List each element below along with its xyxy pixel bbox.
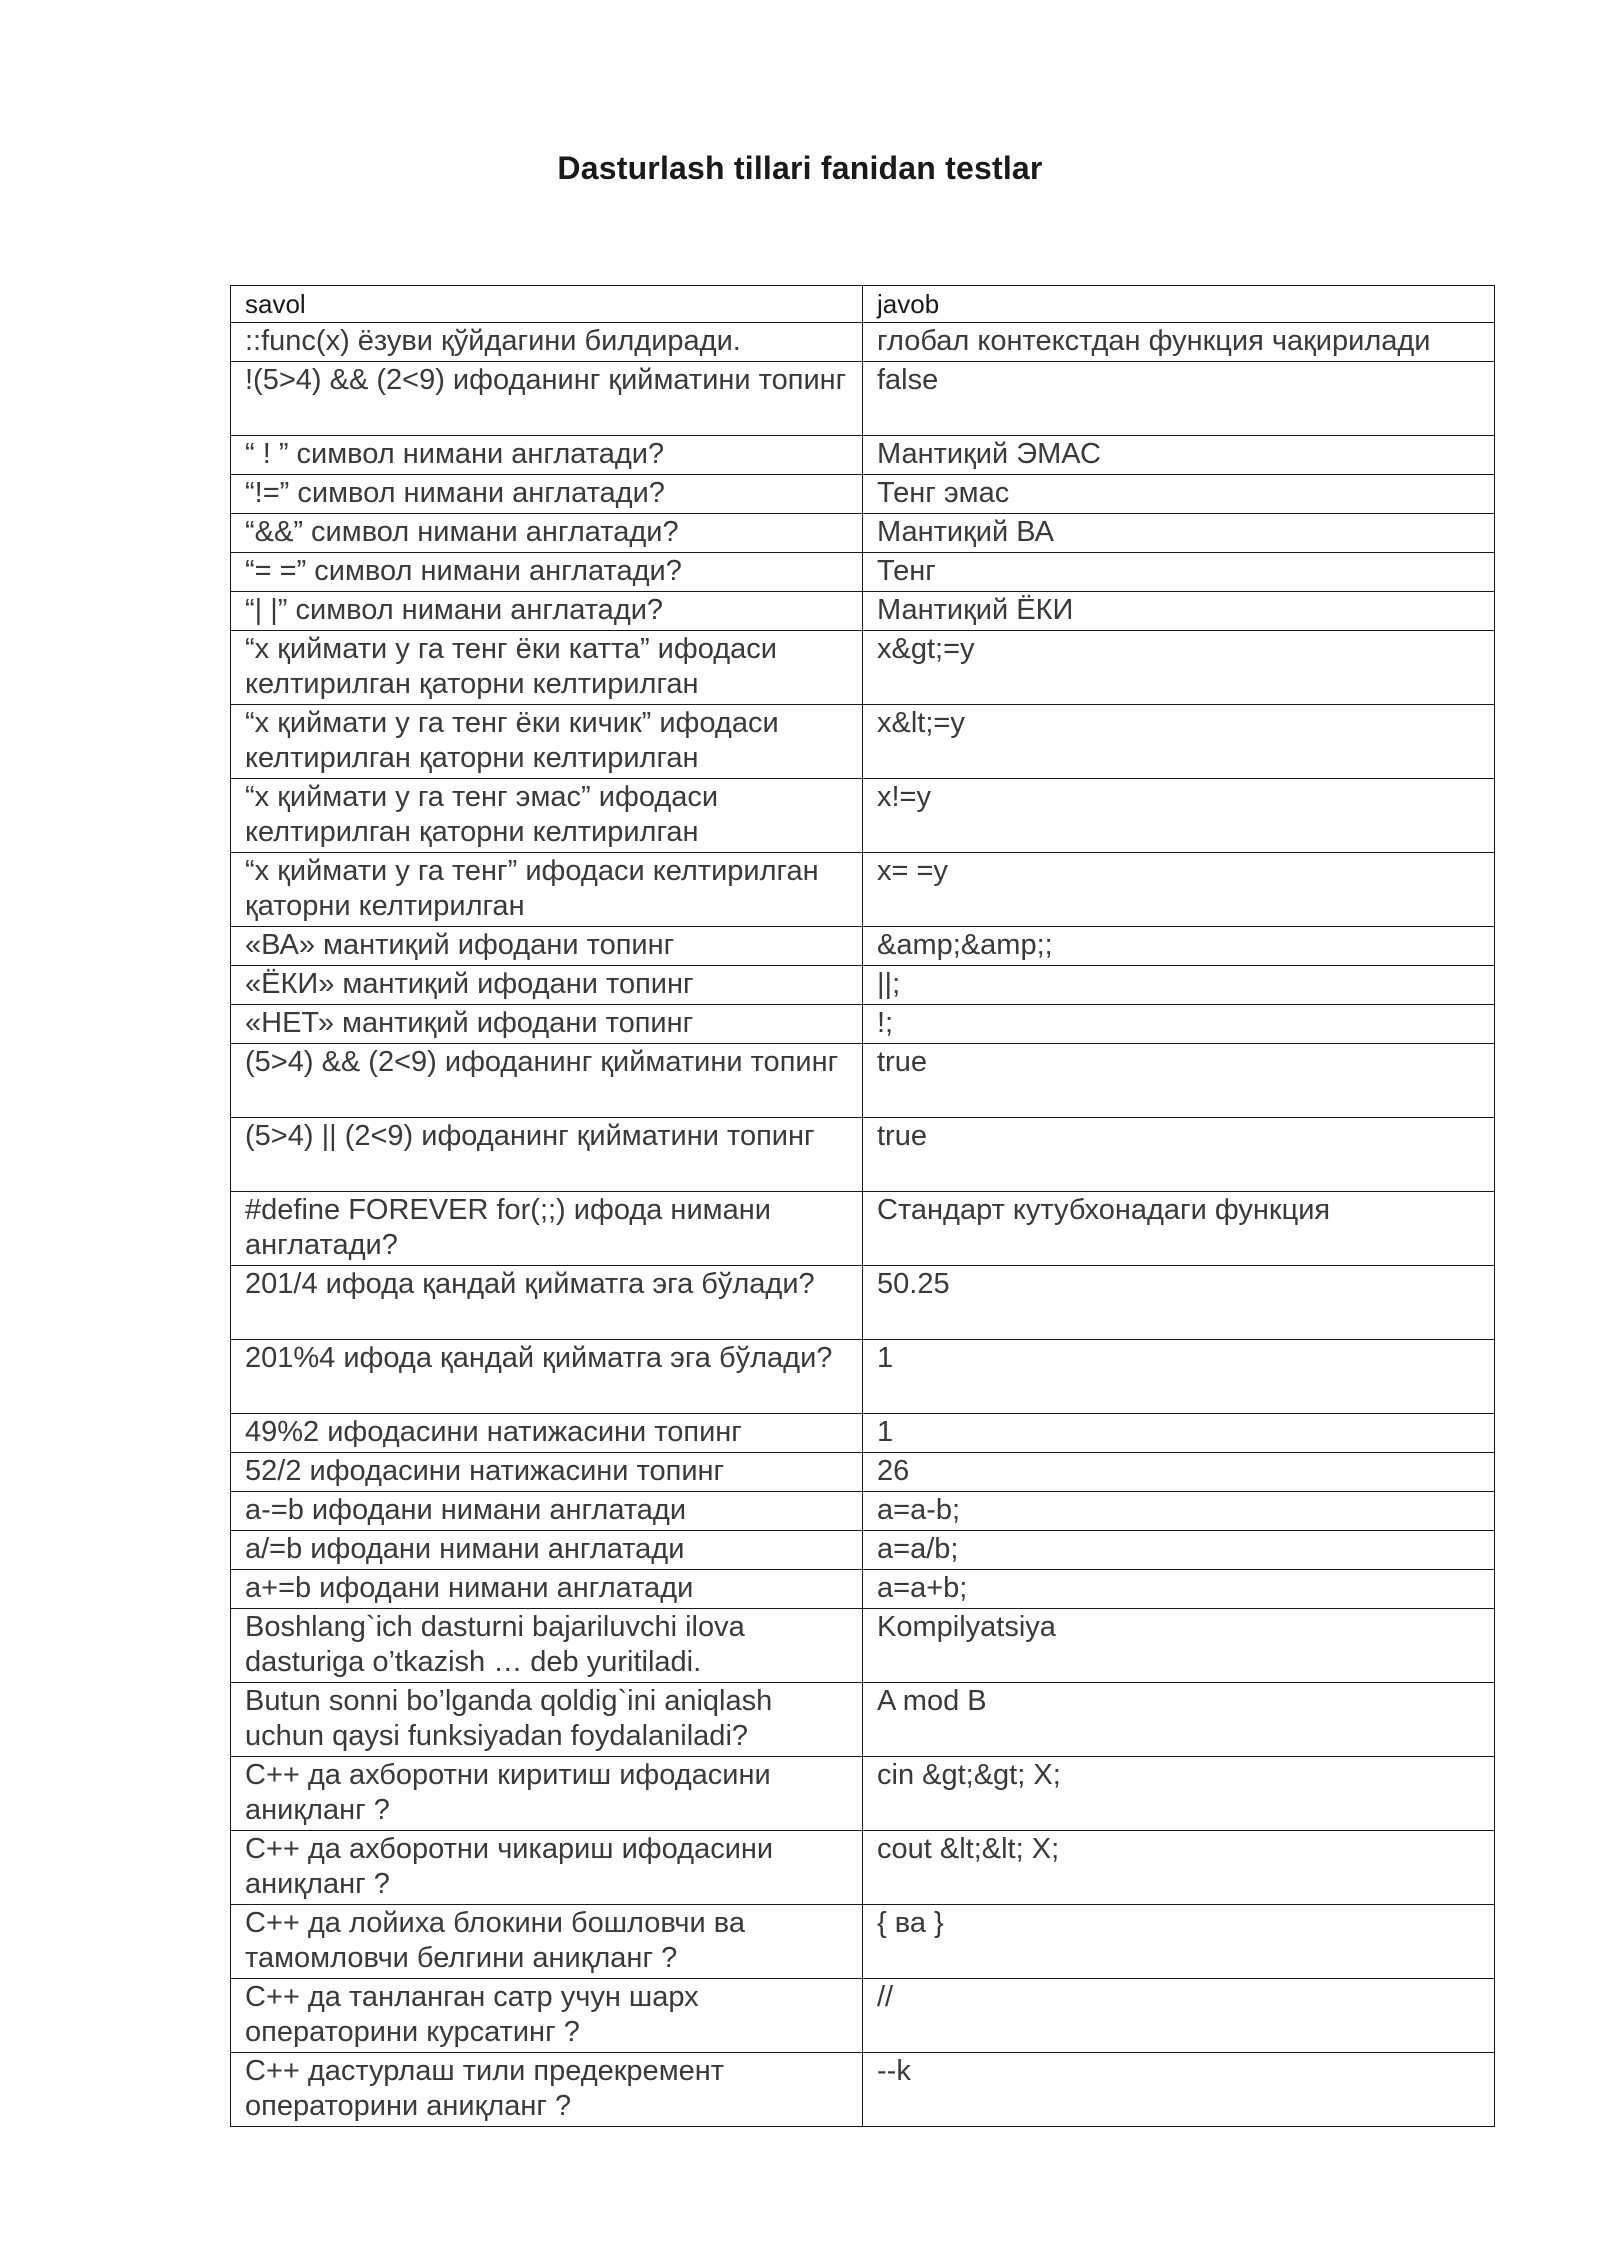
answer-cell: x&gt;=y <box>863 631 1495 705</box>
table-row <box>231 705 1495 779</box>
question-cell: ::func(x) ёзуви қўйдагини билдиради. <box>231 323 863 362</box>
question-cell: Boshlang`ich dasturni bajariluvchi ilova dasturiga o’tkazish … deb yuritiladi. <box>231 1609 863 1683</box>
answer-cell: A mod B <box>863 1683 1495 1757</box>
question-cell: C++ да ахборотни киритиш ифодасини аниқланг ? <box>231 1757 863 1831</box>
table-row <box>231 1757 1495 1831</box>
table-row <box>231 779 1495 853</box>
page-title: Dasturlash tillari fanidan testlar <box>557 150 1043 186</box>
question-cell: «НЕТ» мантиқий ифодани топинг <box>231 1005 863 1044</box>
question-cell: “&&” символ нимани англатади? <box>231 514 863 553</box>
question-cell: !(5>4) && (2<9) ифоданинг қийматини топинг <box>231 362 863 436</box>
answer-cell: 26 <box>863 1453 1495 1492</box>
question-cell: 201/4 ифода қандай қийматга эга бўлади? <box>231 1266 863 1340</box>
question-cell: “x қиймати y га тенг ёки катта” ифодаси келтирилган қаторни келтирилган <box>231 631 863 705</box>
question-cell: “x қиймати y га тенг” ифодаси келтирилган қаторни келтирилган <box>231 853 863 927</box>
answer-cell: Мантиқий ЭМАС <box>863 436 1495 475</box>
question-cell: “!=” символ нимани англатади? <box>231 475 863 514</box>
question-cell: “ ! ” символ нимани англатади? <box>231 436 863 475</box>
question-cell: “x қиймати y га тенг ёки кичик” ифодаси келтирилган қаторни келтирилган <box>231 705 863 779</box>
table-row <box>231 853 1495 927</box>
question-cell: “x қиймати y га тенг эмас” ифодаси келтирилган қаторни келтирилган <box>231 779 863 853</box>
question-cell: Butun sonni bo’lganda qoldig`ini aniqlash uchun qaysi funksiyadan foydalaniladi? <box>231 1683 863 1757</box>
table-row <box>231 1453 1495 1492</box>
answer-cell: a=a-b; <box>863 1492 1495 1531</box>
question-cell: (5>4) && (2<9) ифоданинг қийматини топинг <box>231 1044 863 1118</box>
question-cell: a-=b ифодани нимани англатади <box>231 1492 863 1531</box>
table-row <box>231 323 1495 362</box>
question-cell: 201%4 ифода қандай қийматга эга бўлади? <box>231 1340 863 1414</box>
table-row <box>231 1570 1495 1609</box>
answer-cell: a=a/b; <box>863 1531 1495 1570</box>
question-cell: “| |” символ нимани англатади? <box>231 592 863 631</box>
question-cell: C++ да ахборотни чикариш ифодасини аниқланг ? <box>231 1831 863 1905</box>
answer-cell: Тенг <box>863 553 1495 592</box>
answer-cell: cin &gt;&gt; X; <box>863 1757 1495 1831</box>
table-row <box>231 1340 1495 1414</box>
answer-cell: cout &lt;&lt; X; <box>863 1831 1495 1905</box>
answer-cell: false <box>863 362 1495 436</box>
question-cell: 49%2 ифодасини натижасини топинг <box>231 1414 863 1453</box>
question-cell: «ЁКИ» мантиқий ифодани топинг <box>231 966 863 1005</box>
answer-cell: 1 <box>863 1340 1495 1414</box>
table-row <box>231 966 1495 1005</box>
table-row <box>231 1044 1495 1118</box>
table-row <box>231 1192 1495 1266</box>
answer-cell: // <box>863 1979 1495 2053</box>
answer-cell: !; <box>863 1005 1495 1044</box>
answer-cell: 50.25 <box>863 1266 1495 1340</box>
answer-cell: true <box>863 1118 1495 1192</box>
table-row <box>231 362 1495 436</box>
table-row <box>231 553 1495 592</box>
table-row <box>231 1414 1495 1453</box>
answer-cell: 1 <box>863 1414 1495 1453</box>
answer-cell: x!=y <box>863 779 1495 853</box>
table-row <box>231 1531 1495 1570</box>
answer-cell: true <box>863 1044 1495 1118</box>
table-row <box>231 1492 1495 1531</box>
answer-cell: ||; <box>863 966 1495 1005</box>
answer-cell: Мантиқий ЁКИ <box>863 592 1495 631</box>
answer-cell: Тенг эмас <box>863 475 1495 514</box>
header-cell-savol: savol <box>231 286 863 323</box>
answer-cell: a=a+b; <box>863 1570 1495 1609</box>
question-cell: (5>4) || (2<9) ифоданинг қийматини топинг <box>231 1118 863 1192</box>
answer-cell: x= =y <box>863 853 1495 927</box>
answer-cell: { ва } <box>863 1905 1495 1979</box>
qa-table <box>230 285 1495 2127</box>
table-row <box>231 631 1495 705</box>
answer-cell: &amp;&amp;; <box>863 927 1495 966</box>
question-cell: #define FOREVER for(;;) ифода нимани англатади? <box>231 1192 863 1266</box>
table-row <box>231 475 1495 514</box>
question-cell: a+=b ифодани нимани англатади <box>231 1570 863 1609</box>
question-cell: 52/2 ифодасини натижасини топинг <box>231 1453 863 1492</box>
table-row <box>231 1905 1495 1979</box>
table-header-row <box>231 286 1495 323</box>
question-cell: “= =” символ нимани англатади? <box>231 553 863 592</box>
question-cell: C++ да танланган сатр учун шарх операторини курсатинг ? <box>231 1979 863 2053</box>
table-row <box>231 2053 1495 2127</box>
table-row <box>231 927 1495 966</box>
answer-cell: Стандарт кутубхонадаги функция <box>863 1192 1495 1266</box>
header-cell-javob: javob <box>863 286 1495 323</box>
answer-cell: Мантиқий ВА <box>863 514 1495 553</box>
question-cell: a/=b ифодани нимани англатади <box>231 1531 863 1570</box>
table-row <box>231 436 1495 475</box>
question-cell: C++ да лойиха блокини бошловчи ва тамомловчи белгини аниқланг ? <box>231 1905 863 1979</box>
question-cell: C++ дастурлаш тили предекремент операторини аниқланг ? <box>231 2053 863 2127</box>
qa-table-body <box>231 286 1495 2127</box>
table-row <box>231 1118 1495 1192</box>
table-row <box>231 1609 1495 1683</box>
table-row <box>231 1683 1495 1757</box>
table-row <box>231 1979 1495 2053</box>
question-cell: «ВА» мантиқий ифодани топинг <box>231 927 863 966</box>
table-row <box>231 1266 1495 1340</box>
table-row <box>231 592 1495 631</box>
table-row <box>231 514 1495 553</box>
answer-cell: Kompilyatsiya <box>863 1609 1495 1683</box>
answer-cell: --k <box>863 2053 1495 2127</box>
table-row <box>231 1831 1495 1905</box>
answer-cell: глобал контекстдан функция чақирилади <box>863 323 1495 362</box>
answer-cell: x&lt;=y <box>863 705 1495 779</box>
table-row <box>231 1005 1495 1044</box>
